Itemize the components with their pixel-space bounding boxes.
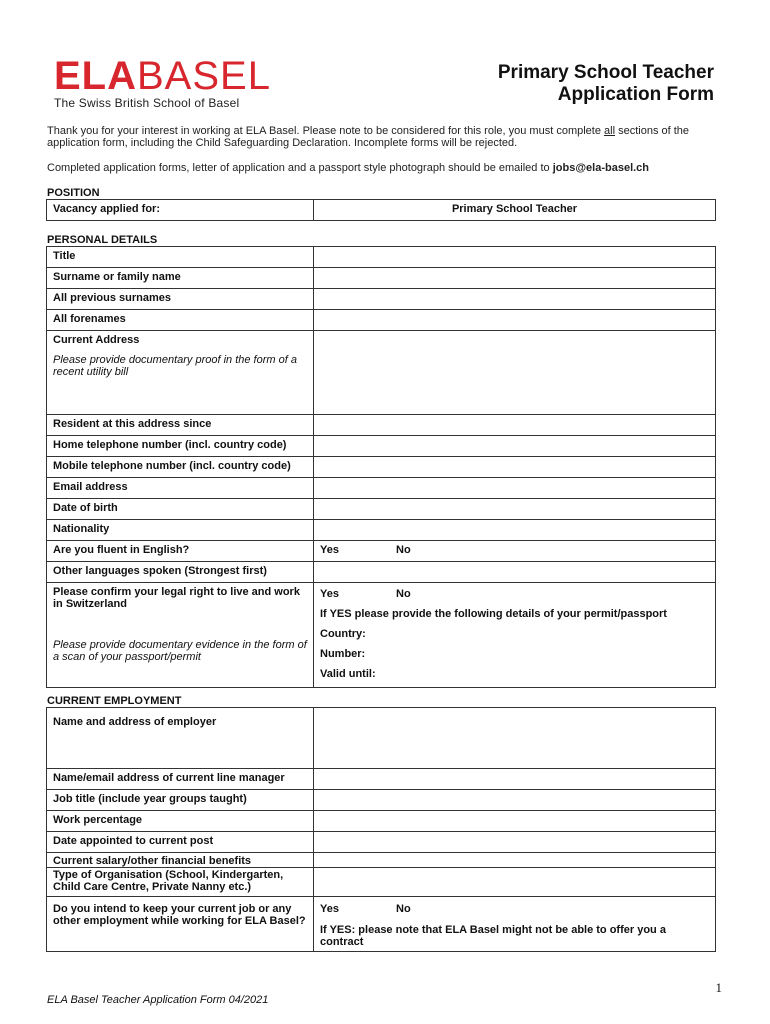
fluent-no-option[interactable]: No: [396, 544, 411, 556]
other-languages-label: Other languages spoken (Strongest first): [47, 562, 314, 583]
footer-text: ELA Basel Teacher Application Form 04/2021: [47, 994, 269, 1006]
employer-field[interactable]: [314, 708, 716, 769]
keep-job-no-option[interactable]: No: [396, 903, 411, 915]
line-manager-label: Name/email address of current line manager: [47, 769, 314, 790]
keep-job-label: Do you intend to keep your current job or any other employment while working for ELA Basel?: [47, 897, 314, 952]
ela-basel-logo: [54, 54, 271, 110]
job-title-label: Job title (include year groups taught): [47, 790, 314, 811]
salary-field[interactable]: [314, 853, 716, 868]
form-title-line2: Application Form: [557, 84, 714, 105]
resident-since-label: Resident at this address since: [47, 415, 314, 436]
contact-email-link[interactable]: jobs@ela-basel.ch: [552, 162, 650, 174]
mobile-phone-field[interactable]: [314, 457, 716, 478]
intro-text-2: Completed application forms, letter of application and a passport style photograph should be emailed to: [47, 162, 553, 174]
address-field[interactable]: [314, 331, 716, 415]
org-type-field[interactable]: [314, 868, 716, 897]
permit-note: If YES please provide the following details of your permit/passport: [320, 608, 667, 620]
intro-text-cont: sections of the application form, including the Child Safeguarding Declaration. Incomplete forms will be rejected.: [47, 125, 690, 149]
line-manager-field[interactable]: [314, 769, 716, 790]
keep-job-field: [314, 897, 716, 952]
legal-right-label-cell: [47, 583, 314, 688]
permit-valid-until-label[interactable]: Valid until:: [320, 668, 376, 680]
form-title-line1: Primary School Teacher: [497, 62, 714, 83]
employer-label: Name and address of employer: [47, 708, 314, 769]
vacancy-value[interactable]: Primary School Teacher: [314, 200, 716, 221]
previous-surnames-label: All previous surnames: [47, 289, 314, 310]
date-appointed-label: Date appointed to current post: [47, 832, 314, 853]
work-percentage-label: Work percentage: [47, 811, 314, 832]
address-label-cell: [47, 331, 314, 415]
form-title: [498, 62, 714, 106]
legal-no-option[interactable]: No: [396, 588, 411, 600]
salary-label: Current salary/other financial benefits: [47, 853, 314, 868]
nationality-label: Nationality: [47, 520, 314, 541]
resident-since-field[interactable]: [314, 415, 716, 436]
address-hint: Please provide documentary proof in the form of a recent utility bill: [53, 354, 297, 378]
email-field[interactable]: [314, 478, 716, 499]
personal-details-table: [46, 246, 716, 688]
job-title-field[interactable]: [314, 790, 716, 811]
legal-right-hint: Please provide documentary evidence in the form of a scan of your passport/permit: [53, 639, 307, 663]
legal-yes-option[interactable]: Yes: [320, 588, 339, 600]
intro-paragraph-2: [47, 162, 727, 174]
legal-right-field: [314, 583, 716, 688]
section-heading-position: POSITION: [47, 187, 100, 199]
forenames-label: All forenames: [47, 310, 314, 331]
permit-number-label[interactable]: Number:: [320, 648, 366, 660]
position-table: [46, 199, 716, 221]
email-label: Email address: [47, 478, 314, 499]
title-label: Title: [47, 247, 314, 268]
title-field[interactable]: [314, 247, 716, 268]
keep-job-note: If YES: please note that ELA Basel might not be able to offer you a contract: [320, 924, 666, 948]
logo-basel-text: BASEL: [137, 54, 271, 98]
home-phone-field[interactable]: [314, 436, 716, 457]
dob-field[interactable]: [314, 499, 716, 520]
date-appointed-field[interactable]: [314, 832, 716, 853]
keep-job-yes-option[interactable]: Yes: [320, 903, 339, 915]
intro-text: Thank you for your interest in working at ELA Basel. Please note to be considered for this role, you must complete: [47, 125, 605, 137]
org-type-label: Type of Organisation (School, Kindergarten, Child Care Centre, Private Nanny etc.): [47, 868, 314, 897]
legal-right-label: Please confirm your legal right to live and work in Switzerland: [53, 586, 300, 610]
permit-country-label[interactable]: Country:: [320, 628, 366, 640]
section-heading-personal: PERSONAL DETAILS: [47, 234, 158, 246]
work-percentage-field[interactable]: [314, 811, 716, 832]
page-number: 1: [715, 980, 722, 995]
other-languages-field[interactable]: [314, 562, 716, 583]
home-phone-label: Home telephone number (incl. country code): [47, 436, 314, 457]
nationality-field[interactable]: [314, 520, 716, 541]
mobile-phone-label: Mobile telephone number (incl. country code): [47, 457, 314, 478]
fluent-yes-option[interactable]: Yes: [320, 544, 339, 556]
fluent-english-label: Are you fluent in English?: [47, 541, 314, 562]
intro-paragraph-1: [47, 125, 727, 149]
fluent-english-options: [314, 541, 716, 562]
surname-label: Surname or family name: [47, 268, 314, 289]
vacancy-label: Vacancy applied for:: [47, 200, 314, 221]
logo-tagline: The Swiss British School of Basel: [54, 96, 240, 110]
intro-all-emphasis: all: [604, 125, 616, 137]
address-label: Current Address: [53, 334, 140, 346]
forenames-field[interactable]: [314, 310, 716, 331]
section-heading-employment: CURRENT EMPLOYMENT: [47, 695, 182, 707]
logo-ela-text: ELA: [54, 54, 137, 98]
employment-table: [46, 707, 716, 952]
previous-surnames-field[interactable]: [314, 289, 716, 310]
dob-label: Date of birth: [47, 499, 314, 520]
surname-field[interactable]: [314, 268, 716, 289]
